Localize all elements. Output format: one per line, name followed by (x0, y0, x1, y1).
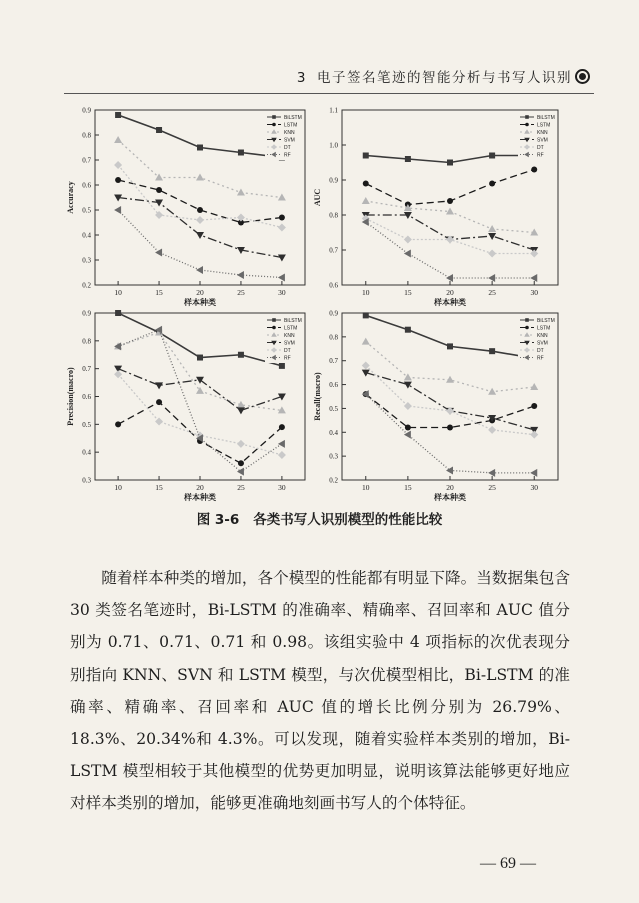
data-point (114, 136, 122, 143)
y-tick-label: 0.7 (329, 246, 338, 255)
data-point (530, 469, 537, 477)
data-point (115, 310, 121, 316)
series-bilstm (115, 310, 285, 369)
series-line (366, 222, 534, 278)
data-point (115, 112, 121, 118)
y-tick-label: 1.0 (329, 141, 338, 150)
data-point (238, 352, 244, 358)
y-tick-label: 1.1 (329, 106, 338, 115)
x-tick-label: 20 (196, 483, 204, 492)
series-rf (362, 390, 537, 477)
y-tick-label: 0.8 (329, 333, 338, 342)
legend-label: KNN (284, 130, 295, 136)
legend-marker (272, 326, 276, 330)
x-tick-label: 20 (446, 483, 454, 492)
data-point (114, 161, 122, 169)
legend (265, 112, 303, 160)
data-point (363, 312, 369, 318)
data-point (488, 388, 496, 395)
data-point (197, 355, 203, 361)
data-point (237, 407, 245, 414)
data-point (530, 250, 538, 258)
y-tick-label: 0.9 (329, 176, 338, 185)
data-point (363, 153, 369, 159)
series-dt (362, 215, 538, 258)
x-axis-label: 样本种类 (434, 493, 466, 502)
y-tick-label: 0.7 (82, 156, 91, 165)
data-point (155, 418, 163, 426)
y-tick-label: 0.6 (82, 181, 91, 190)
chart-panel-4 (313, 310, 558, 503)
data-point (488, 233, 496, 240)
legend-label: RF (537, 152, 544, 159)
data-point (405, 327, 411, 333)
data-point (237, 468, 244, 476)
x-tick-label: 10 (114, 483, 122, 492)
y-tick-label: 0.5 (82, 206, 91, 215)
y-tick-label: 0.4 (329, 428, 338, 437)
data-point (447, 198, 453, 204)
legend (265, 315, 303, 363)
data-point (237, 271, 244, 279)
data-point (530, 431, 538, 439)
legend-label: SVM (537, 340, 548, 347)
x-tick-label: 15 (155, 288, 163, 297)
legend (518, 112, 556, 160)
y-tick-label: 0.5 (82, 420, 91, 429)
data-point (488, 274, 495, 282)
legend-marker (525, 318, 529, 322)
data-point (362, 338, 370, 345)
x-axis-label: 样本种类 (184, 493, 216, 502)
legend-label: BiLSTM (284, 318, 302, 324)
y-tick-label: 0.7 (329, 357, 338, 366)
x-tick-label: 10 (362, 483, 370, 492)
legend-marker (525, 115, 529, 119)
legend-label: RF (537, 355, 544, 362)
x-tick-label: 30 (278, 288, 286, 297)
data-point (404, 402, 412, 410)
data-point (446, 274, 453, 282)
legend-label: LSTM (537, 122, 551, 129)
y-tick-label: 0.3 (329, 452, 338, 461)
data-point (530, 274, 537, 282)
x-tick-label: 15 (404, 288, 412, 297)
data-point (531, 403, 537, 409)
legend-marker (525, 326, 529, 330)
x-axis-label: 样本种类 (184, 298, 216, 307)
data-point (446, 208, 454, 215)
data-point (115, 421, 121, 427)
data-point (155, 200, 163, 207)
data-point (197, 207, 203, 213)
x-tick-label: 30 (278, 483, 286, 492)
series-bilstm (363, 153, 537, 166)
x-tick-label: 15 (404, 483, 412, 492)
x-tick-label: 25 (488, 483, 496, 492)
data-point (278, 440, 285, 448)
series-line (366, 215, 534, 250)
x-tick-label: 20 (196, 288, 204, 297)
legend-label: DT (284, 145, 291, 151)
legend-label: KNN (284, 333, 295, 339)
data-point (115, 177, 121, 183)
chart-panel-3 (66, 310, 305, 503)
data-point (447, 343, 453, 349)
data-point (196, 266, 203, 274)
series-knn (114, 328, 286, 413)
y-tick-label: 0.8 (82, 131, 91, 140)
legend-label: SVM (284, 137, 295, 144)
x-tick-label: 20 (446, 288, 454, 297)
data-point (404, 382, 412, 389)
legend-label: DT (284, 348, 291, 354)
data-point (114, 370, 122, 378)
figure-number: 图 3-6 (196, 512, 240, 528)
series-rf (114, 326, 285, 476)
legend-label: SVM (537, 137, 548, 144)
series-line (118, 115, 282, 158)
data-point (279, 215, 285, 221)
legend (518, 315, 556, 363)
x-tick-label: 10 (114, 288, 122, 297)
x-tick-label: 25 (237, 483, 245, 492)
y-tick-label: 0.6 (329, 281, 338, 290)
y-axis-label: AUC (313, 188, 322, 207)
data-point (489, 153, 495, 159)
y-tick-label: 0.3 (82, 476, 91, 485)
data-point (530, 383, 538, 390)
data-point (156, 399, 162, 405)
data-point (405, 156, 411, 162)
data-point (362, 197, 370, 204)
data-point (237, 189, 245, 196)
y-tick-label: 0.4 (82, 231, 91, 240)
y-tick-label: 0.3 (82, 256, 91, 265)
y-axis-label: Recall(macro) (313, 372, 322, 421)
series-bilstm (363, 312, 537, 361)
data-point (197, 145, 203, 151)
data-point (446, 466, 453, 474)
data-point (447, 425, 453, 431)
legend-label: KNN (537, 333, 548, 339)
y-tick-label: 0.4 (82, 448, 91, 457)
data-point (237, 440, 245, 448)
data-point (279, 363, 285, 369)
data-point (447, 160, 453, 166)
data-point (446, 376, 454, 383)
y-tick-label: 0.2 (329, 476, 338, 485)
data-point (156, 127, 162, 133)
chapter-number: 3 (296, 70, 307, 86)
page-number: — 69 — (480, 855, 536, 872)
y-axis-label: Accuracy (66, 181, 75, 214)
legend-label: BiLSTM (284, 115, 302, 121)
series-svm (114, 195, 286, 262)
series-rf (362, 218, 537, 282)
legend-marker (272, 123, 276, 127)
paragraph: 随着样本种类的增加，各个模型的性能都有明显下降。当数据集包含 30 类签名笔迹时，Bi-LSTM 的准确率、精确率、召回率和 AUC 值分别为 0.71、0.71、0.71 和 0.98。该组实验中 4 项指标的次优表现分别指向 KNN、SVN 和 LSTM 模型，与次优模型相比，Bi-LSTM 的准确率、精确率、召回率和 AUC 值的增长比例分别为 26.79%、18.3%、20.34%和 4.3%。可以发现，随着实验样本类别的增加，Bi-LSTM 模型相较于其他模型的优势更加明显，说明该算法能够更好地应对样本类别的增加，能够更准确地刻画书写人的个体特征。 (70, 569, 570, 813)
legend-label: DT (537, 145, 544, 151)
data-point (156, 187, 162, 193)
series-line (366, 394, 534, 473)
data-point (238, 150, 244, 156)
chart-panel-2 (313, 107, 558, 308)
y-axis-label: Precision(macro) (66, 367, 75, 426)
data-point (196, 216, 204, 224)
x-tick-label: 30 (530, 483, 538, 492)
data-point (488, 225, 496, 232)
legend-label: BiLSTM (537, 318, 555, 324)
data-point (238, 460, 244, 466)
data-point (279, 424, 285, 430)
legend-label: BiLSTM (537, 115, 555, 121)
data-point (404, 236, 412, 244)
series-dt (114, 161, 286, 232)
data-point (488, 426, 496, 434)
x-tick-label: 15 (155, 483, 163, 492)
data-point (531, 167, 537, 173)
data-point (278, 255, 286, 262)
y-tick-label: 0.2 (82, 281, 91, 290)
data-point (196, 377, 204, 384)
legend-marker (525, 123, 529, 127)
data-point (489, 181, 495, 187)
x-tick-label: 25 (237, 288, 245, 297)
series-line (118, 198, 282, 258)
legend-label: DT (537, 348, 544, 354)
y-tick-label: 0.6 (329, 381, 338, 390)
y-tick-label: 0.8 (82, 337, 91, 346)
legend-marker (272, 318, 276, 322)
legend-label: LSTM (284, 122, 298, 129)
series-line (118, 330, 282, 472)
legend-label: KNN (537, 130, 548, 136)
data-point (196, 232, 204, 239)
series-bilstm (115, 112, 285, 161)
figure-caption (0, 508, 639, 528)
data-point (362, 361, 370, 369)
data-point (155, 382, 163, 389)
data-point (278, 224, 286, 232)
x-tick-label: 25 (488, 288, 496, 297)
data-point (196, 174, 204, 181)
legend-label: LSTM (537, 325, 551, 332)
x-tick-label: 10 (362, 288, 370, 297)
data-point (405, 425, 411, 431)
series-line (118, 332, 282, 410)
x-axis-label: 样本种类 (434, 298, 466, 307)
data-point (489, 348, 495, 354)
data-point (363, 181, 369, 187)
data-point (237, 214, 245, 222)
y-tick-label: 0.6 (82, 393, 91, 401)
legend-label: SVM (284, 340, 295, 347)
y-tick-label: 0.9 (82, 106, 91, 115)
data-point (488, 250, 496, 258)
legend-marker (272, 115, 276, 119)
series-lstm (363, 167, 537, 208)
data-point (278, 274, 285, 282)
chart-panel-1 (66, 107, 305, 308)
chapter-title: 电子签名笔迹的智能分析与书写人识别 (317, 70, 572, 86)
y-tick-label: 0.9 (329, 309, 338, 318)
legend-label: LSTM (284, 325, 298, 332)
legend-label: RF (284, 152, 291, 159)
data-point (114, 206, 121, 214)
figure-caption-text: 各类书写人识别模型的性能比较 (253, 512, 443, 528)
series-line (366, 315, 534, 358)
y-tick-label: 0.8 (329, 211, 338, 220)
data-point (278, 451, 286, 459)
series-line (366, 201, 534, 233)
y-tick-label: 0.5 (329, 404, 338, 413)
data-point (488, 469, 495, 477)
legend-label: RF (284, 355, 291, 362)
data-point (278, 194, 286, 201)
y-tick-label: 0.7 (82, 365, 91, 374)
y-tick-label: 0.9 (82, 309, 91, 318)
x-tick-label: 30 (530, 288, 538, 297)
body-text (70, 562, 570, 820)
series-svm (362, 212, 538, 254)
